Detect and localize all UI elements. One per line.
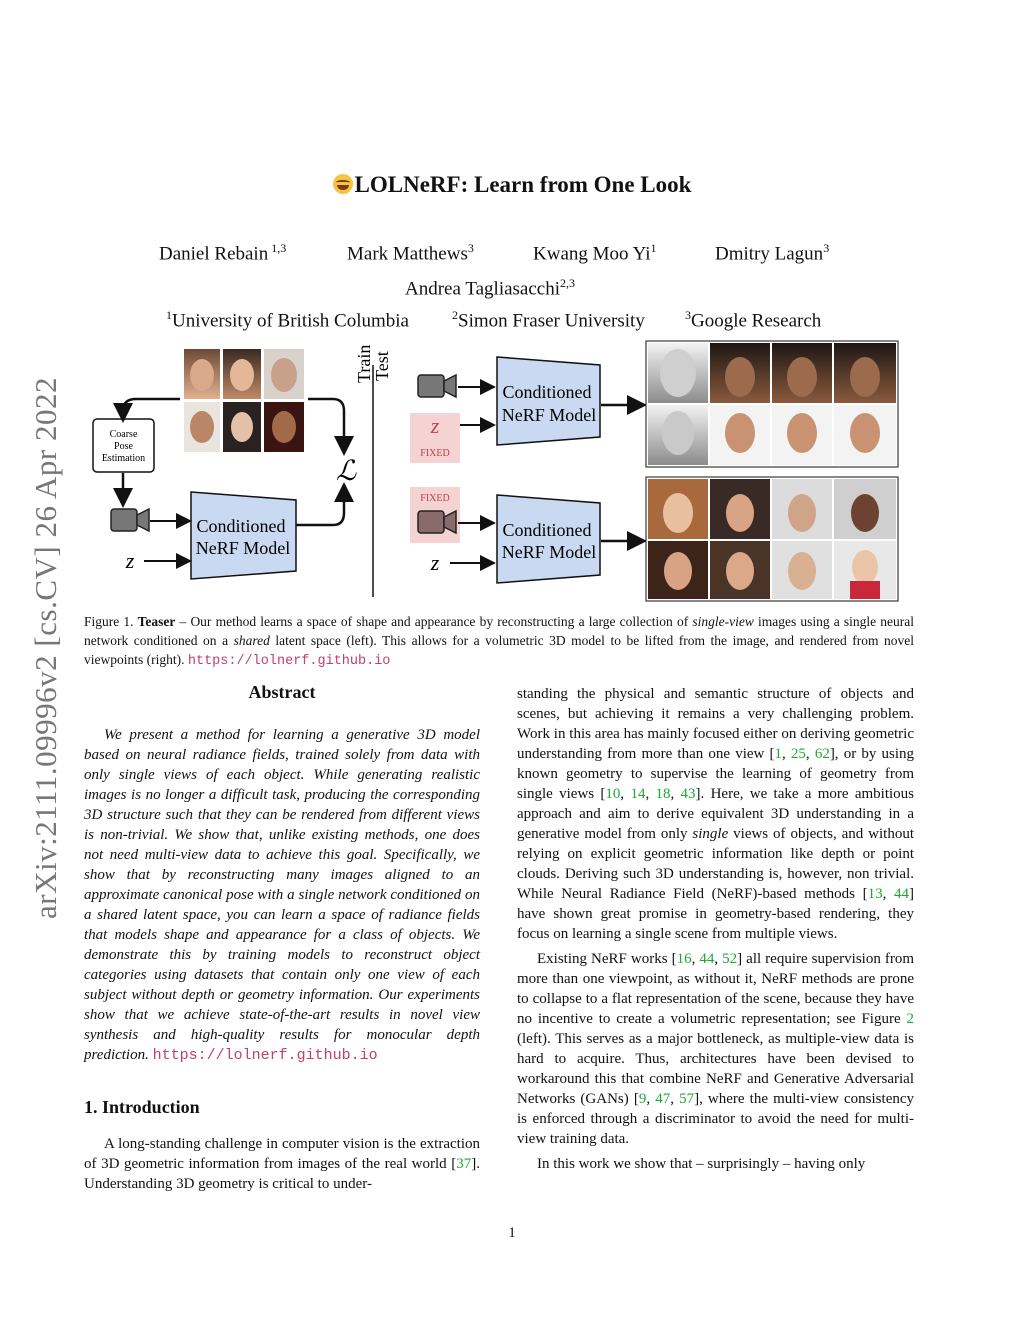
citation-link[interactable]: 44	[894, 886, 909, 902]
citation-link[interactable]: 16	[676, 951, 692, 967]
nerf-label-train-2: NeRF Model	[195, 538, 291, 558]
citation-link[interactable]: 43	[680, 786, 696, 802]
train-label: Train	[354, 344, 374, 383]
body-text: ,	[714, 951, 723, 967]
right-paragraph-2	[517, 949, 914, 1149]
fixed-label-bottom: FIXED	[420, 493, 450, 504]
body-text: ,	[782, 746, 791, 762]
affiliation-ubc: $^1$University of British Columbia	[166, 308, 409, 332]
project-url-link[interactable]: https://lolnerf.github.io	[187, 654, 391, 669]
citation-link[interactable]: 25	[790, 746, 806, 762]
author-lagun: Dmitry Lagun$^3$	[715, 241, 830, 265]
figure-caption: Figure 1. Teaser – Our method learns a space of shape and appearance by reconstructing a large collection of single-view images using a single neural network conditioned on a shared latent space (left). This allows for a volumetric 3D model to be lifted from the image, and rendered from novel viewpoints (right). https://lolnerf.github.io	[84, 614, 914, 669]
body-text: ,	[882, 886, 894, 902]
coarse-pose-line3: Estimation	[101, 453, 146, 464]
right-paragraph-3: In this work we show that – surprisingly – having only	[537, 1156, 866, 1172]
body-text: Existing NeRF works [	[537, 951, 677, 967]
body-text: ], or by using known geometry to supervise the learning of geometry from single views [	[517, 746, 915, 802]
citation-link[interactable]: 14	[630, 786, 646, 802]
author-tagliasacchi: Andrea Tagliasacchi$^{2,3}$	[405, 276, 575, 300]
citation-link[interactable]: 10	[605, 786, 621, 802]
citation-link[interactable]: 37	[456, 1156, 472, 1172]
rendered-views-top	[646, 341, 898, 467]
introduction-paragraph: A long-standing challenge in computer vision is the extraction of 3D geometric information from images of the real world [37]. Understanding 3D geometry is critical to under-	[84, 1136, 480, 1192]
body-text: ,	[646, 1091, 656, 1107]
body-text: views of objects, and without relying on explicit geometric information like depth or point clouds. Deriving such 3D understanding is, however, non trivial. While Neural Radiance Field (NeRF)-based methods [	[517, 826, 914, 902]
citation-link[interactable]: 44	[699, 951, 715, 967]
nerf-label-top-1: Conditioned	[502, 382, 592, 402]
citation-link[interactable]: 9	[638, 1091, 647, 1107]
affiliation-sfu: $^2$Simon Fraser University	[452, 308, 645, 332]
introduction-heading: 1. Introduction	[84, 1097, 200, 1117]
author-rebain: Daniel Rebain $^{1,3}$	[159, 241, 287, 265]
nerf-label-train-1: Conditioned	[196, 516, 286, 536]
emphasis-text: single	[692, 826, 729, 842]
page-number: 1	[508, 1225, 516, 1241]
arxiv-identifier: arXiv:2111.09996v2 [cs.CV] 26 Apr 2022	[28, 377, 63, 919]
body-text: ,	[620, 786, 631, 802]
body-text: standing the physical and semantic structure of objects and scenes, but achieving it remains a very challenging problem. Work in this area has mainly focused either on deriving geometric understanding from more than one view [	[517, 686, 914, 762]
abstract-url-link[interactable]: https://lolnerf.github.io	[152, 1047, 378, 1064]
nerf-label-bottom-1: Conditioned	[502, 520, 592, 540]
body-text: ] all require supervision from more than one viewpoint, as without it, NeRF methods are prone to collapse to a flat representation of the scene, because they have no incentive to create a volumetric representation; see Figure	[517, 951, 915, 1027]
camera-icon	[418, 511, 456, 533]
coarse-pose-line2: Pose	[114, 441, 133, 452]
test-label: Test	[372, 351, 392, 381]
citation-link[interactable]: 1	[774, 746, 782, 762]
latent-z-fixed: z	[430, 413, 440, 438]
citation-link[interactable]: 18	[655, 786, 671, 802]
citation-link[interactable]: 2	[906, 1011, 914, 1027]
paper-title	[0, 172, 1024, 198]
training-images-grid	[184, 349, 304, 452]
affiliation-google: $^3$Google Research	[685, 308, 822, 332]
latent-z-test: z	[430, 550, 440, 575]
citation-link[interactable]: 57	[679, 1091, 695, 1107]
right-column	[517, 684, 914, 1174]
citation-link[interactable]: 52	[722, 951, 738, 967]
abstract-body: We present a method for learning a generative 3D model based on neural radiance fields, trained solely from data with only single views of each object. While generating realistic images is no longer a difficult task, producing the corresponding 3D structure such that they can be rendered from different views is non-trivial. We show that, unlike existing methods, one does not need multi-view data to achieve this goal. Specifically, we show that by reconstructing many images aligned to an approximate canonical pose with a single network conditioned on a shared latent space, you can learn a space of radiance fields that models shape and appearance for a class of objects. We demonstrate this by training models to reconstruct object categories using datasets that contain only one view of each subject without depth or geometry information. Our experiments show that we achieve state-of-the-art results in novel view synthesis and high-quality results for monocular depth prediction. https://lolnerf.github.io	[84, 727, 480, 1064]
body-text: ,	[670, 1091, 680, 1107]
abstract-heading: Abstract	[248, 682, 316, 702]
citation-link[interactable]: 47	[655, 1091, 671, 1107]
body-text: ], where the multi-view consistency is enforced through a discriminator to avoid the need for multi-view training data.	[517, 1091, 915, 1147]
body-text: ,	[805, 746, 815, 762]
rendered-views-bottom	[646, 477, 898, 601]
nerf-label-bottom-2: NeRF Model	[501, 542, 597, 562]
body-text: ,	[645, 786, 656, 802]
author-matthews: Mark Matthews$^3$	[347, 241, 474, 265]
citation-link[interactable]: 13	[867, 886, 883, 902]
latent-z-train: z	[125, 548, 135, 573]
camera-icon	[418, 375, 456, 397]
body-text: ]. Here, we take a more ambitious approach and aim to derive equivalent 3D understanding in a generative model from only	[517, 786, 915, 842]
teaser-figure	[0, 335, 1024, 605]
body-text: ,	[691, 951, 700, 967]
body-text: ,	[670, 786, 681, 802]
right-paragraph-1	[517, 684, 914, 944]
body-text: (left). This serves as a major bottleneck, as multiple-view data is hard to acquire. Thus, architectures have been devised to workaround this that combine NeRF and Generative Adversarial Networks (GANs) [	[517, 1031, 914, 1107]
author-yi: Kwang Moo Yi$^1$	[533, 241, 657, 265]
paper-title-text: LOLNeRF: Learn from One Look	[354, 172, 692, 197]
camera-icon	[111, 509, 149, 531]
coarse-pose-line1: Coarse	[109, 429, 138, 440]
loss-symbol: ℒ	[335, 456, 357, 487]
fixed-label-top: FIXED	[420, 448, 450, 459]
citation-link[interactable]: 62	[814, 746, 830, 762]
nerf-label-top-2: NeRF Model	[501, 405, 597, 425]
body-text: ] have shown great promise in geometry-based rendering, they focus on learning a single scene from multiple views.	[517, 886, 914, 942]
laughing-emoji-icon	[333, 174, 353, 194]
